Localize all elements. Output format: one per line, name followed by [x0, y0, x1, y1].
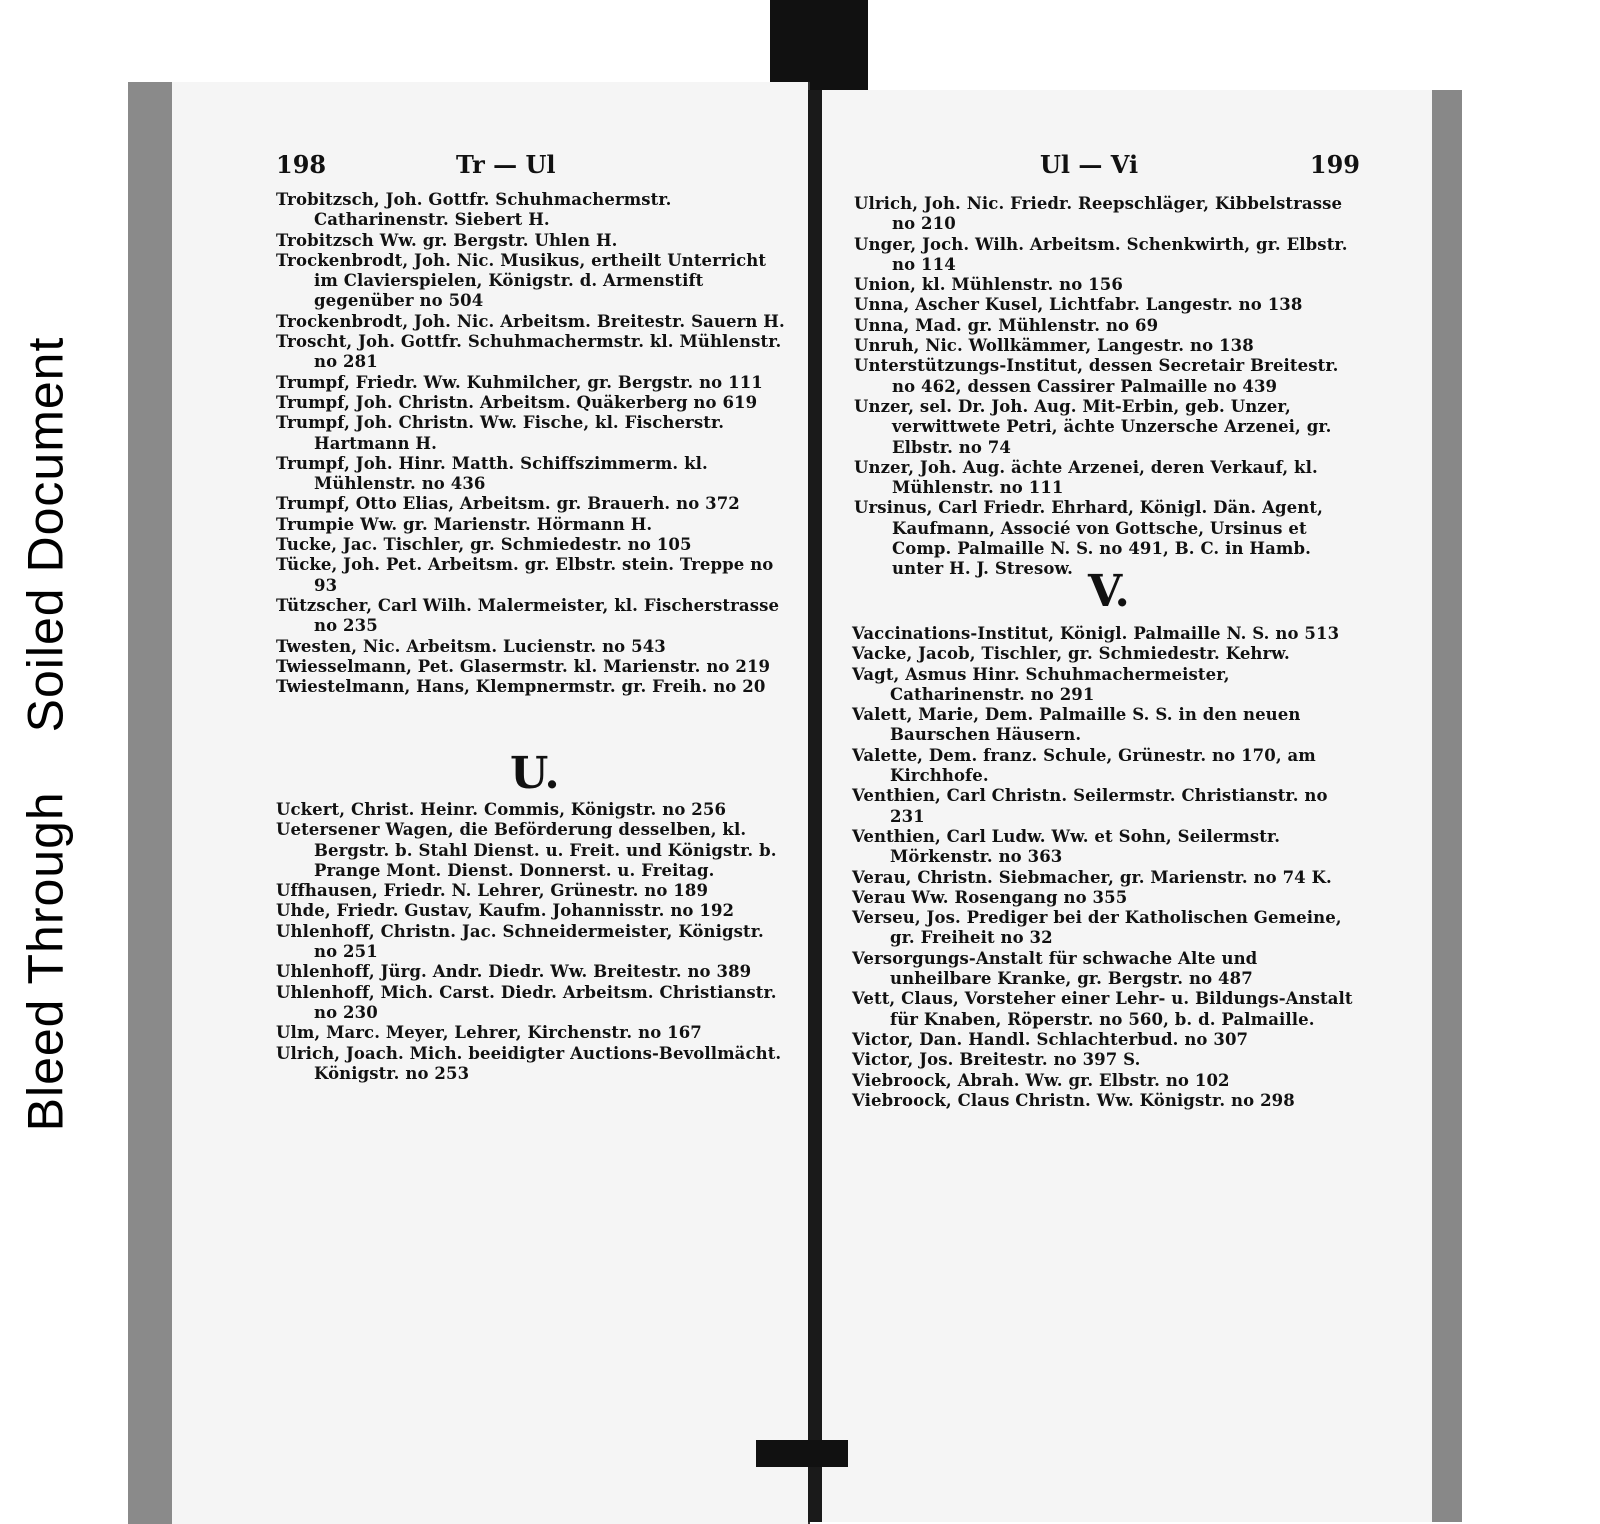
- directory-entry: Trobitzsch Ww. gr. Bergstr. Uhlen H.: [276, 230, 618, 250]
- directory-entry: Trobitzsch, Joh. Gottfr. Schuhmachermstr. Catharinenstr. Siebert H.: [276, 190, 672, 230]
- directory-entry: Unzer, sel. Dr. Joh. Aug. Mit-Erbin, geb. Unzer, verwittwete Petri, ächte Unzersche Arzenei, gr. Elbstr. no 74: [854, 396, 1332, 457]
- directory-entry: Tucke, Jac. Tischler, gr. Schmiedestr. no 105: [276, 535, 692, 555]
- directory-entry: Unruh, Nic. Wollkämmer, Langestr. no 138: [854, 336, 1254, 356]
- directory-entry: Viebroock, Claus Christn. Ww. Königstr. no 298: [852, 1090, 1295, 1110]
- directory-entry: Uffhausen, Friedr. N. Lehrer, Grünestr. no 189: [276, 881, 709, 901]
- left-entries-top: [276, 190, 786, 697]
- directory-entry: Union, kl. Mühlenstr. no 156: [854, 275, 1123, 295]
- book-spine-lower: [756, 1440, 848, 1467]
- directory-entry: Tücke, Joh. Pet. Arbeitsm. gr. Elbstr. stein. Treppe no 93: [276, 555, 774, 595]
- document-condition-label: [0, 0, 90, 1467]
- directory-entry: Venthien, Carl Christn. Seilermstr. Christianstr. no 231: [852, 786, 1328, 826]
- directory-entry: Uhlenhoff, Christn. Jac. Schneidermeister, Königstr. no 251: [276, 921, 764, 962]
- right-page-number: 199: [1309, 150, 1360, 179]
- directory-entry: Verau, Christn. Siebmacher, gr. Marienstr. no 74 K.: [852, 867, 1332, 887]
- directory-entry: Verseu, Jos. Prediger bei der Katholischen Gemeine, gr. Freiheit no 32: [852, 908, 1342, 948]
- directory-entry: Trumpie Ww. gr. Marienstr. Hörmann H.: [276, 514, 653, 534]
- directory-entry: Victor, Jos. Breitestr. no 397 S.: [852, 1050, 1141, 1070]
- right-page-header: [1040, 150, 1360, 179]
- right-entries-top: [854, 194, 1360, 580]
- directory-entry: Verau Ww. Rosengang no 355: [852, 887, 1128, 907]
- directory-entry: Trumpf, Joh. Christn. Ww. Fische, kl. Fischerstr. Hartmann H.: [276, 413, 725, 453]
- directory-entry: Troscht, Joh. Gottfr. Schuhmachermstr. kl. Mühlenstr. no 281: [276, 332, 782, 372]
- directory-entry: Vett, Claus, Vorsteher einer Lehr- u. Bildungs-Anstalt für Knaben, Röperstr. no 560, b. d. Palmaille.: [852, 989, 1353, 1029]
- left-page-header: [276, 150, 776, 179]
- directory-entry: Unzer, Joh. Aug. ächte Arzenei, deren Verkauf, kl. Mühlenstr. no 111: [854, 457, 1318, 498]
- directory-entry: Versorgungs-Anstalt für schwache Alte und unheilbare Kranke, gr. Bergstr. no 487: [852, 948, 1258, 989]
- directory-entry: Trumpf, Otto Elias, Arbeitsm. gr. Brauerh. no 372: [276, 494, 740, 514]
- directory-entry: Valett, Marie, Dem. Palmaille S. S. in den neuen Baurschen Häusern.: [852, 705, 1301, 745]
- directory-entry: Unna, Mad. gr. Mühlenstr. no 69: [854, 315, 1159, 335]
- directory-entry: Valette, Dem. franz. Schule, Grünestr. no 170, am Kirchhofe.: [852, 745, 1316, 786]
- directory-entry: Uetersener Wagen, die Beförderung desselben, kl. Bergstr. b. Stahl Dienst. u. Freit. und Königstr. b. Prange Mont. Dienst. Donnerst. u. Freitag.: [276, 820, 777, 880]
- directory-entry: Viebroock, Abrah. Ww. gr. Elbstr. no 102: [852, 1070, 1230, 1090]
- directory-entry: Venthien, Carl Ludw. Ww. et Sohn, Seilermstr. Mörkenstr. no 363: [852, 826, 1281, 867]
- left-page-number: 198: [276, 150, 327, 179]
- directory-entry: Uhde, Friedr. Gustav, Kaufm. Johannisstr. no 192: [276, 901, 735, 921]
- right-section-letter: V.: [1088, 566, 1130, 617]
- right-entries-bottom: [852, 624, 1360, 1111]
- condition-label-text: [16, 314, 74, 1153]
- directory-entry: Vacke, Jacob, Tischler, gr. Schmiedestr. Kehrw.: [852, 644, 1290, 664]
- directory-entry: Uhlenhoff, Mich. Carst. Diedr. Arbeitsm. Christianstr. no 230: [276, 982, 777, 1022]
- directory-entry: Ursinus, Carl Friedr. Ehrhard, Königl. Dän. Agent, Kaufmann, Associé von Gottsche, Ursinus et Comp. Palmaille N. S. no 491, B. C. in Hamb. unter H. J. Stresow.: [854, 498, 1323, 579]
- right-running-head: Ul — Vi: [1040, 150, 1139, 179]
- directory-entry: Trockenbrodt, Joh. Nic. Musikus, ertheilt Unterricht im Clavierspielen, Königstr. d. Armenstift gegenüber no 504: [276, 250, 767, 311]
- directory-entry: Trumpf, Joh. Hinr. Matth. Schiffszimmerm. kl. Mühlenstr. no 436: [276, 453, 708, 494]
- directory-entry: Ulrich, Joach. Mich. beeidigter Auctions-Bevollmächt. Königstr. no 253: [276, 1043, 782, 1083]
- directory-entry: Vagt, Asmus Hinr. Schuhmachermeister, Catharinenstr. no 291: [852, 664, 1230, 704]
- directory-entry: Vaccinations-Institut, Königl. Palmaille N. S. no 513: [852, 624, 1340, 643]
- directory-entry: Trumpf, Friedr. Ww. Kuhmilcher, gr. Bergstr. no 111: [276, 372, 763, 392]
- directory-entry: Ulrich, Joh. Nic. Friedr. Reepschläger, Kibbelstrasse no 210: [854, 194, 1343, 234]
- directory-entry: Ulm, Marc. Meyer, Lehrer, Kirchenstr. no 167: [276, 1023, 702, 1043]
- left-running-head: Tr — Ul: [456, 150, 556, 179]
- left-section-letter: U.: [510, 748, 560, 799]
- directory-entry: Unger, Joch. Wilh. Arbeitsm. Schenkwirth, gr. Elbstr. no 114: [854, 234, 1348, 274]
- soiled-document-label: Soiled Document: [17, 336, 73, 732]
- book-gutter: [808, 90, 822, 1522]
- bleed-through-label: Bleed Through: [17, 790, 73, 1131]
- left-entries-bottom: [276, 800, 786, 1084]
- directory-entry: Twiestelmann, Hans, Klempnermstr. gr. Freih. no 20: [276, 677, 766, 697]
- directory-entry: Victor, Dan. Handl. Schlachterbud. no 307: [852, 1029, 1249, 1049]
- directory-entry: Twesten, Nic. Arbeitsm. Lucienstr. no 543: [276, 636, 666, 656]
- directory-entry: Trumpf, Joh. Christn. Arbeitsm. Quäkerberg no 619: [276, 392, 758, 412]
- directory-entry: Uhlenhoff, Jürg. Andr. Diedr. Ww. Breitestr. no 389: [276, 962, 752, 982]
- directory-entry: Uckert, Christ. Heinr. Commis, Königstr. no 256: [276, 800, 727, 819]
- directory-entry: Twiesselmann, Pet. Glasermstr. kl. Marienstr. no 219: [276, 656, 771, 676]
- book-spine-top: [770, 0, 868, 95]
- directory-entry: Unterstützungs-Institut, dessen Secretair Breitestr. no 462, dessen Cassirer Palmaille no 439: [854, 356, 1339, 396]
- directory-entry: Unna, Ascher Kusel, Lichtfabr. Langestr. no 138: [854, 295, 1303, 315]
- directory-entry: Tützscher, Carl Wilh. Malermeister, kl. Fischerstrasse no 235: [276, 595, 780, 636]
- directory-entry: Trockenbrodt, Joh. Nic. Arbeitsm. Breitestr. Sauern H.: [276, 311, 785, 331]
